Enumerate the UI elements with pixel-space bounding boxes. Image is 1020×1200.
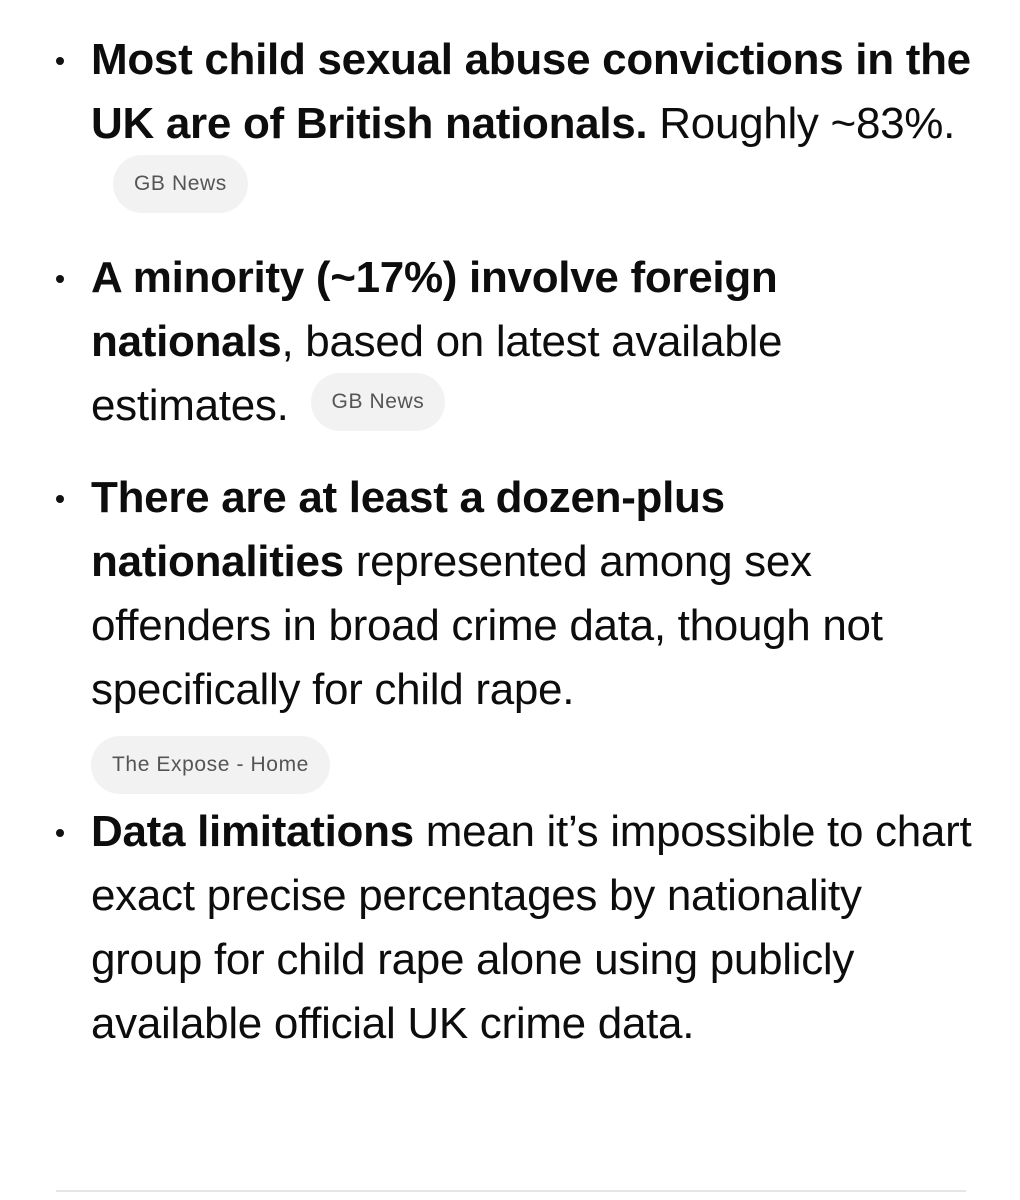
source-chip[interactable]: The Expose - Home <box>91 736 330 794</box>
bullet-dot-icon <box>56 57 64 65</box>
source-chip[interactable]: GB News <box>311 373 446 431</box>
bullet-body-text: Roughly ~83%. <box>647 99 956 148</box>
bullet-body-text: , based on latest available estimates. <box>91 317 783 430</box>
bullet-body-text: mean it’s impossible to chart exact precise percentages by nationality group for child rape alone using publicly available official UK crime data. <box>91 807 972 1048</box>
bullet-text <box>91 246 976 438</box>
bullet-text <box>91 466 976 794</box>
bullet-dot-icon <box>56 495 64 503</box>
bullet-bold-text: A minority (~17%) involve foreign nationals <box>91 253 778 366</box>
bullet-bold-text: Most child sexual abuse convictions in the UK are of British nationals. <box>91 35 971 148</box>
source-chip[interactable]: GB News <box>113 155 248 213</box>
bullet-bold-text: Data limitations <box>91 807 414 856</box>
bullet-text <box>91 800 976 1056</box>
bullet-body-text: represented among sex offenders in broad crime data, though not specifically for child rape. <box>91 537 883 714</box>
bullet-text <box>91 28 976 220</box>
bullet-bold-text: There are at least a dozen-plus nationalities <box>91 473 725 586</box>
section-divider <box>56 1190 966 1192</box>
bullet-dot-icon <box>56 275 64 283</box>
bullet-dot-icon <box>56 829 64 837</box>
